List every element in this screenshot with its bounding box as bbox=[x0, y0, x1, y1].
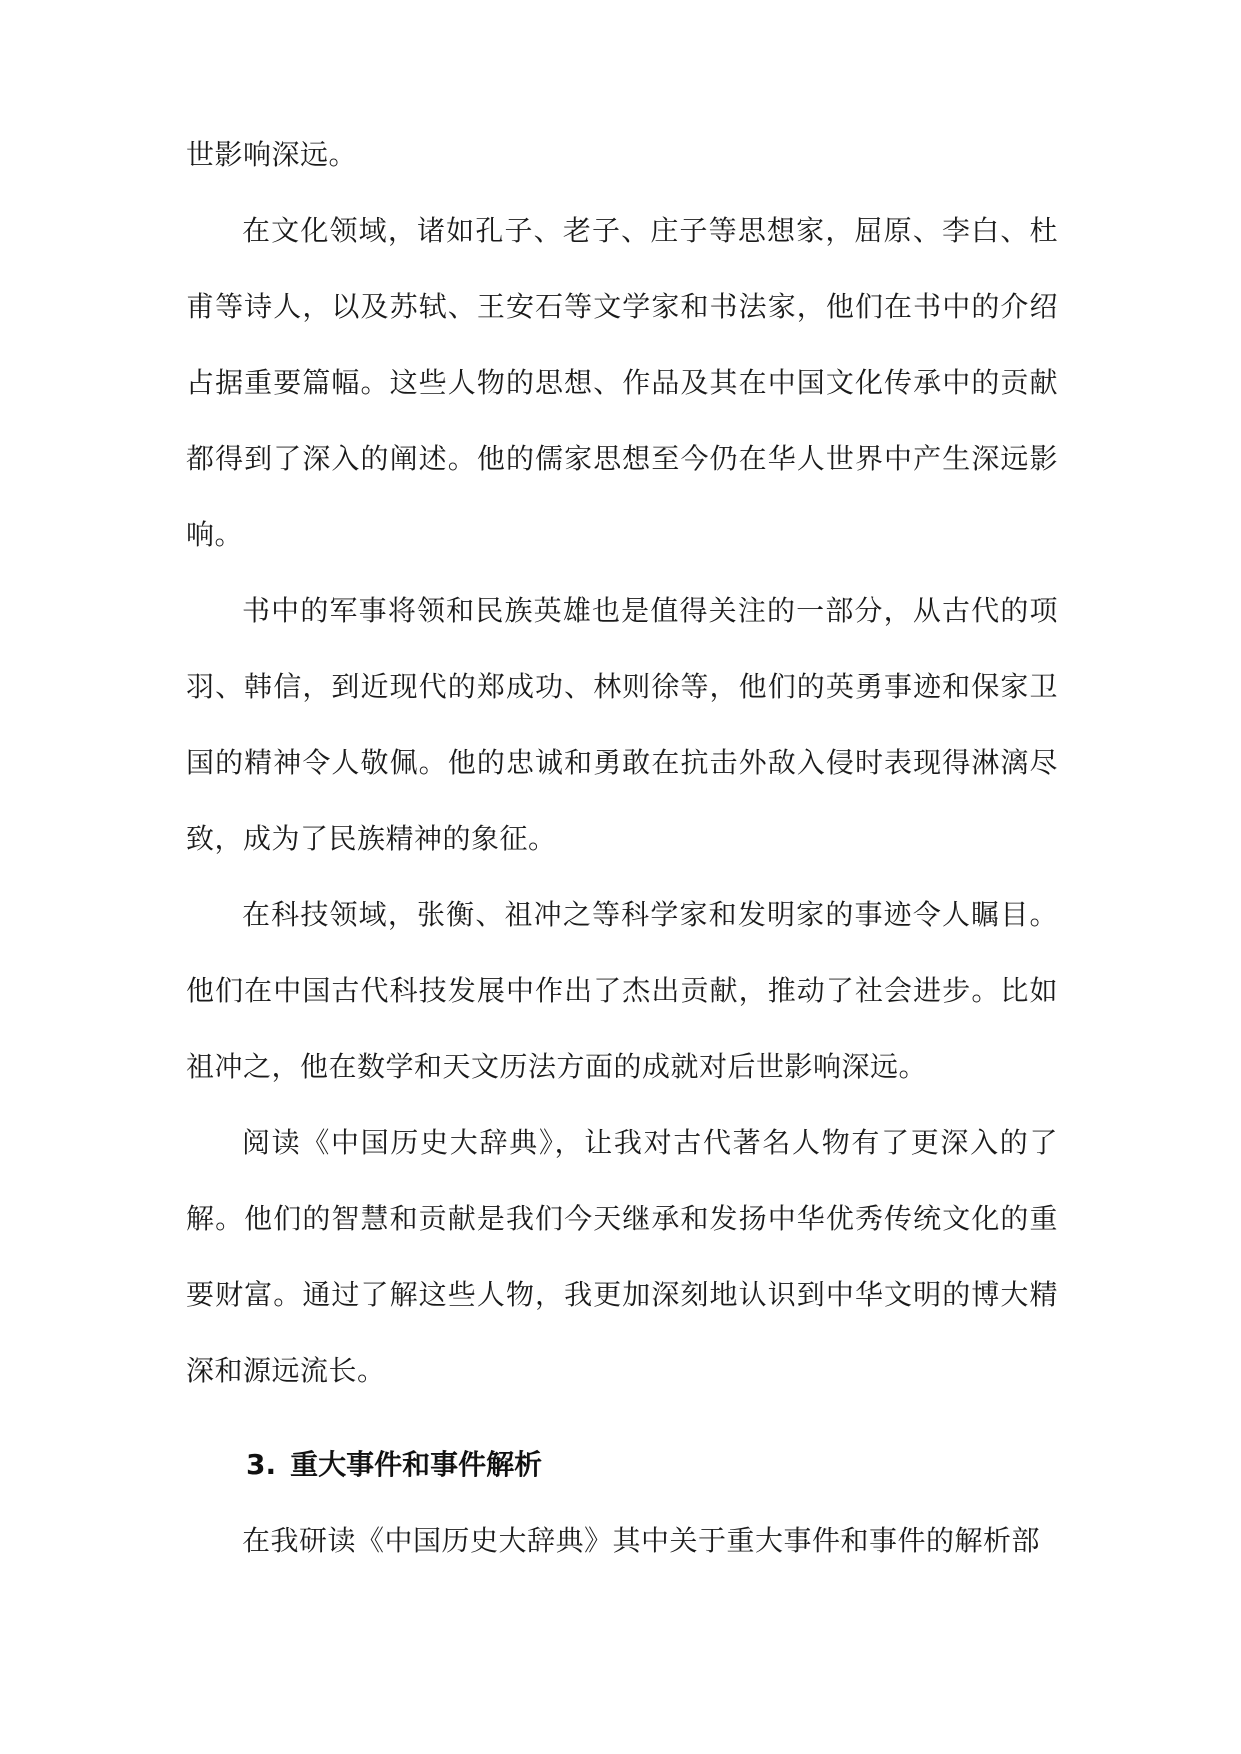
section-heading bbox=[246, 1445, 1046, 1485]
paragraph-summary: 阅读《中国历史大辞典》，让我对古代著名人物有了更深入的了解。他们的智慧和贡献是我们今天继承和发扬中华优秀传统文化的重要财富。通过了解这些人物，我更加深刻地认识到中华文明的博大精深和源远流长。 bbox=[186, 1126, 1058, 1387]
paragraph-culture: 在文化领域，诸如孔子、老子、庄子等思想家，屈原、李白、杜甫等诗人，以及苏轼、王安石等文学家和书法家，他们在书中的介绍占据重要篇幅。这些人物的思想、作品及其在中国文化传承中的贡献都得到了深入的阐述。他的儒家思想至今仍在华人世界中产生深远影响。 bbox=[186, 214, 1058, 551]
body-text-bottom bbox=[186, 1503, 1058, 1579]
section-number: 3. bbox=[246, 1448, 277, 1481]
paragraph-continuation: 世影响深远。 bbox=[186, 138, 358, 171]
paragraph-science: 在科技领域，张衡、祖冲之等科学家和发明家的事迹令人瞩目。他们在中国古代科技发展中作出了杰出贡献，推动了社会进步。比如祖冲之，他在数学和天文历法方面的成就对后世影响深远。 bbox=[186, 898, 1058, 1083]
paragraph-events-intro: 在我研读《中国历史大辞典》其中关于重大事件和事件的解析部 bbox=[242, 1524, 1041, 1557]
section-title: 重大事件和事件解析 bbox=[290, 1448, 543, 1481]
paragraph-military: 书中的军事将领和民族英雄也是值得关注的一部分，从古代的项羽、韩信，到近现代的郑成功、林则徐等，他们的英勇事迹和保家卫国的精神令人敬佩。他的忠诚和勇敢在抗击外敌入侵时表现得淋漓尽致，成为了民族精神的象征。 bbox=[186, 594, 1058, 855]
body-text-top bbox=[186, 117, 1058, 1409]
